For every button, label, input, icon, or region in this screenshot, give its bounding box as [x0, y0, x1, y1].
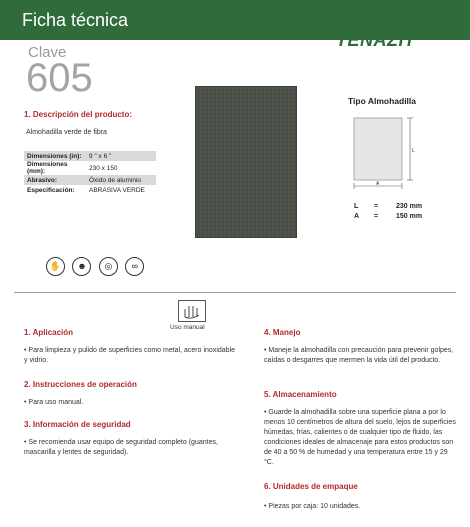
registered-mark: ®	[416, 30, 426, 42]
hand-glyph	[179, 301, 205, 321]
aplicacion-text: • Para limpieza y pulido de superficies como metal, acero inoxidable y vidrio.	[24, 347, 236, 364]
safety-icons	[46, 256, 147, 276]
diagram-label-a: A	[376, 181, 380, 187]
dim-letter: L	[354, 203, 359, 210]
spec-row	[24, 175, 156, 185]
dim-eq: =	[374, 203, 379, 210]
dim-row-l	[354, 203, 422, 210]
dim-value: 230 mm	[396, 203, 423, 210]
instrucciones-text: • Para uso manual.	[24, 399, 84, 406]
almacenamiento-text: • Guarde la almohadilla sobre una superficie plana a por lo menos 10 centímetros de altura del suelo, lejos de superficies húmedas, frías, calientes o de cualquier tipo de fluido, las condiciones ideales de almacenaje para estos productos son de 40 a 50 % de humedad y una temperatura entre 15 y 29 °C.	[264, 409, 456, 466]
spec-value: ABRASIVA VERDE	[89, 186, 145, 194]
spec-table	[24, 151, 156, 195]
spec-key: Especificación:	[27, 186, 75, 194]
product-code: 605	[26, 56, 93, 100]
pad-diagram	[344, 112, 424, 192]
seguridad-text: • Se recomienda usar equipo de seguridad completo (guantes, mascarilla y lentes de seguridad).	[24, 439, 218, 456]
tipo-title: Tipo Almohadilla	[348, 96, 417, 106]
spec-value: Óxido de aluminio	[86, 175, 156, 185]
dim-eq: =	[374, 213, 379, 220]
hand-manual-icon	[178, 300, 206, 322]
spec-row	[24, 185, 156, 195]
manejo-text: • Maneje la almohadilla con precaución para prevenir golpes, caídas o desgarres que mermen la vida útil del producto.	[264, 347, 454, 364]
spec-value: 230 x 150	[89, 164, 118, 172]
spec-key: Abrasivo:	[24, 175, 86, 185]
spec-key: Dimensiones (in):	[24, 151, 86, 161]
logo-text: TENAZIT	[336, 30, 416, 50]
almacenamiento-heading: 5. Almacenamiento	[264, 390, 337, 399]
manual-label: Uso manual	[170, 324, 205, 331]
dim-row-a	[354, 213, 422, 220]
mask-icon: ☻	[72, 257, 91, 276]
descripcion-text: Almohadilla verde de fibra	[26, 129, 107, 136]
descripcion-heading: 1. Descripción del producto:	[24, 110, 133, 119]
ear-protection-icon: ◎	[99, 257, 118, 276]
clave-label: Clave	[28, 44, 67, 61]
spec-key: Dimensiones (mm):	[27, 161, 68, 175]
seguridad-heading: 3. Información de seguridad	[24, 420, 131, 429]
pad-texture	[196, 87, 296, 237]
spec-value: 9 " x 6 "	[86, 151, 156, 161]
brand-logo	[336, 30, 425, 51]
aplicacion-heading: 1. Aplicación	[24, 328, 74, 337]
empaque-text: • Piezas por caja: 10 unidades.	[264, 503, 361, 510]
section-divider	[14, 292, 456, 293]
dim-value: 150 mm	[396, 213, 423, 220]
instrucciones-heading: 2. Instrucciones de operación	[24, 380, 137, 389]
spec-row	[24, 161, 156, 175]
spec-row	[24, 151, 156, 161]
empaque-heading: 6. Unidades de empaque	[264, 482, 358, 491]
product-photo	[195, 86, 297, 238]
manejo-heading: 4. Manejo	[264, 328, 301, 337]
goggles-icon: ∞	[125, 257, 144, 276]
page-title: Ficha técnica	[22, 10, 129, 30]
gloves-icon: ✋	[46, 257, 65, 276]
dim-letter: A	[354, 213, 360, 220]
diagram-label-l: L	[412, 148, 415, 154]
